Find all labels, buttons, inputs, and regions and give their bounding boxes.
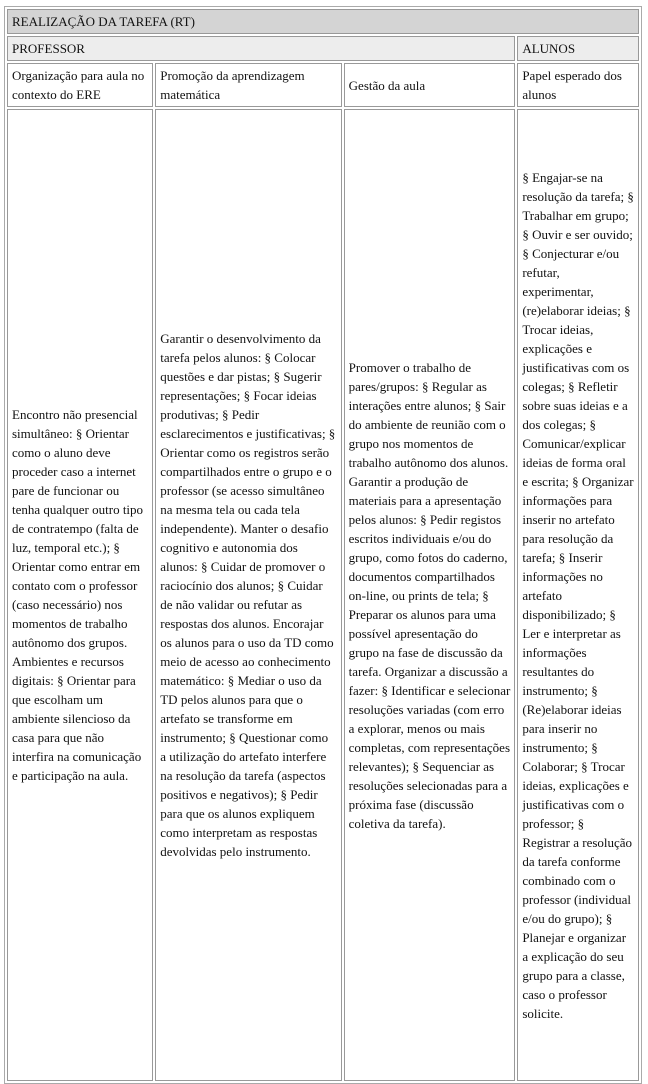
cell-gestao: Promover o trabalho de pares/grupos: § Regular as interações entre alunos; § Sair do ambiente de reunião com o grupo nos momentos de trabalho autônomo dos alunos. Garantir a produção de materiais para a apresentação pelos alunos: § Pedir registos escritos individuais e/ou do grupo, como fotos do caderno, documentos compartilhados on-line, ou prints de tela; § Preparar os alunos para uma possível apresentação do grupo na fase de discussão da tarefa. Organizar a discussão a fazer: § Identificar e selecionar resoluções variadas (com erro a explorar, menos ou mais completas, com representações relevantes); § Sequenciar as resoluções selecionadas para a próxima fase (discussão coletiva da tarefa).	[344, 109, 516, 1081]
cell-papel-alunos: § Engajar-se na resolução da tarefa; § Trabalhar em grupo; § Ouvir e ser ouvido; § Conjecturar e/ou refutar, experimentar, (re)elaborar ideias; § Trocar ideias, explicações e justificativas com os colegas; § Refletir sobre suas ideias e a dos colegas; § Comunicar/explicar ideias de forma oral e escrita; § Organizar informações para inserir no artefato para resolução da tarefa; § Inserir informações no artefato disponibilizado; § Ler e interpretar as informações resultantes do instrumento; § (Re)elaborar ideias para inserir no instrumento; § Colaborar; § Trocar ideias, explicações e justificativas com o professor; § Registrar a resolução da tarefa conforme combinado com o professor (individual e/ou do grupo); § Planejar e organizar a explicação do seu grupo para a classe, caso o professor solicite.	[517, 109, 639, 1081]
header-gestao: Gestão da aula	[344, 63, 516, 107]
group-alunos: ALUNOS	[517, 36, 639, 61]
header-papel-alunos: Papel esperado dos alunos	[517, 63, 639, 107]
header-organizacao: Organização para aula no contexto do ERE	[7, 63, 153, 107]
table-title: REALIZAÇÃO DA TAREFA (RT)	[7, 9, 639, 34]
group-professor: PROFESSOR	[7, 36, 515, 61]
header-promocao: Promoção da aprendizagem matemática	[155, 63, 341, 107]
cell-promocao: Garantir o desenvolvimento da tarefa pelos alunos: § Colocar questões e dar pistas; § Sugerir representações; § Focar ideias produtivas; § Pedir esclarecimentos e justificativas; § Orientar como os registros serão compartilhados entre o grupo e o professor (se acesso simultâneo na mesma tela ou cada tela independente). Manter o desafio cognitivo e autonomia dos alunos: § Cuidar de promover o raciocínio dos alunos; § Cuidar de não validar ou refutar as respostas dos alunos. Encorajar os alunos para o uso da TD como meio de acesso ao conhecimento matemático: § Mediar o uso da TD pelos alunos para que o artefato se transforme em instrumento; § Questionar como a utilização do artefato interfere na resolução da tarefa (aspectos positivos e negativos); § Pedir para que os alunos expliquem como interpretam as respostas devolvidas pelo instrumento.	[155, 109, 341, 1081]
task-table	[4, 6, 642, 1084]
cell-organizacao: Encontro não presencial simultâneo: § Orientar como o aluno deve proceder caso a internet pare de funcionar ou tenha qualquer outro tipo de contratempo (falta de luz, temporal etc.); § Orientar como entrar em contato com o professor (caso necessário) nos momentos de trabalho autônomo dos grupos. Ambientes e recursos digitais: § Orientar para que escolham um ambiente silencioso da casa para que não interfira na comunicação e participação na aula.	[7, 109, 153, 1081]
